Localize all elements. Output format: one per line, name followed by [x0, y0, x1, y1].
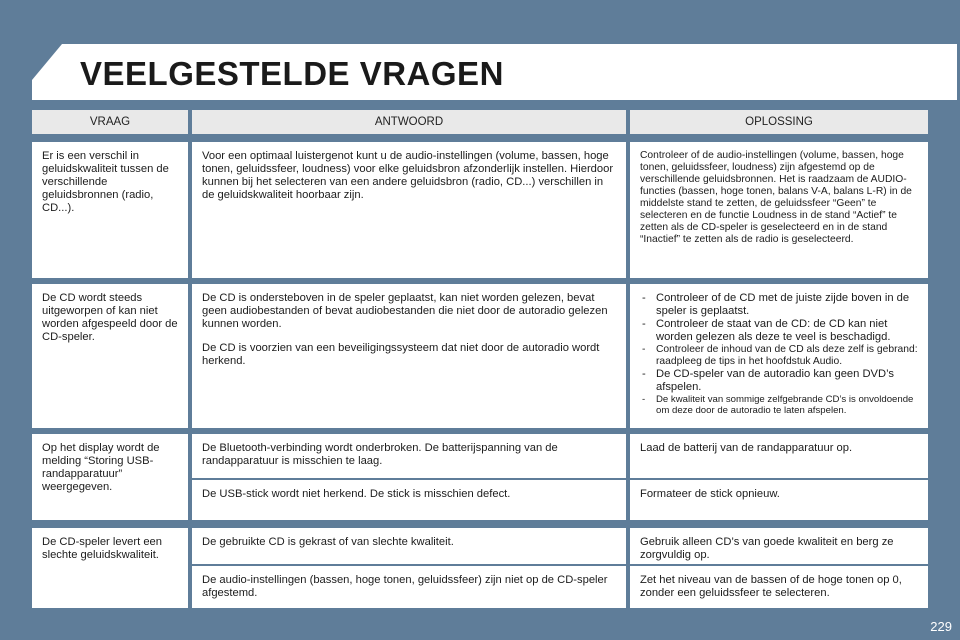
page-number: 229: [930, 619, 952, 634]
list-item: - Controleer de staat van de CD: de CD kan niet worden gelezen als deze te veel is beschadigd.: [640, 318, 922, 344]
answer-cell: Voor een optimaal luistergenot kunt u de audio-instellingen (volume, bassen, hoge tonen, geluidssfeer, loudness) voor elke geluidsbron afzonderlijk instellen. Hierdoor kunnen bij het selecteren van een andere geluidsbron (radio, CD...) verschillen in de geluidskwaliteit hoorbaar zijn.: [192, 142, 626, 278]
header-solution: OPLOSSING: [630, 110, 928, 134]
header-question: VRAAG: [32, 110, 188, 134]
solution-cell: Zet het niveau van de bassen of de hoge tonen op 0, zonder een geluidssfeer te selecteren.: [630, 566, 928, 608]
question-cell: De CD wordt steeds uitgeworpen of kan niet worden afgespeeld door de CD-speler.: [32, 284, 188, 428]
question-cell: De CD-speler levert een slechte geluidskwaliteit.: [32, 528, 188, 608]
answer-paragraph: De CD is ondersteboven in de speler geplaatst, kan niet worden gelezen, bevat geen audiobestanden of bevat audiobestanden die niet door de autoradio gelezen kunnen worden.: [202, 292, 608, 330]
solution-cell: Controleer of de audio-instellingen (volume, bassen, hoge tonen, geluidssfeer, loudness) zijn afgestemd op de verschillende geluidsbronnen. Het is raadzaam de AUDIO-functies (bassen, hoge tonen, balans V-A, balans L-R) in de middelste stand te zetten, de geluidssfeer “Geen” te selecteren en de functie Loudness in de stand “Actief” te zetten als de CD-speler is geselecteerd en in de stand “Inactief” te zetten als de radio is geselecteerd.: [630, 142, 928, 278]
question-cell: Op het display wordt de melding “Storing USB-randapparatuur” weergegeven.: [32, 434, 188, 520]
solution-cell: Gebruik alleen CD’s van goede kwaliteit en berg ze zorgvuldig op.: [630, 528, 928, 564]
answer-paragraph: De CD is voorzien van een beveiligingssysteem dat niet door de autoradio wordt herkend.: [202, 342, 600, 367]
list-item: - Controleer of de CD met de juiste zijde boven in de speler is geplaatst.: [640, 292, 922, 318]
list-item: - Controleer de inhoud van de CD als deze zelf is gebrand: raadpleeg de tips in het hoofdstuk Audio.: [640, 344, 922, 368]
page-title: VEELGESTELDE VRAGEN: [80, 55, 504, 92]
answer-cell: De USB-stick wordt niet herkend. De stick is misschien defect.: [192, 480, 626, 520]
answer-cell: De audio-instellingen (bassen, hoge tonen, geluidssfeer) zijn niet op de CD-speler afgestemd.: [192, 566, 626, 608]
solution-cell: Formateer de stick opnieuw.: [630, 480, 928, 520]
solution-cell: [630, 284, 928, 428]
answer-cell: [192, 284, 626, 428]
list-item: - De kwaliteit van sommige zelfgebrande CD’s is onvoldoende om deze door de autoradio te laten afspelen.: [640, 394, 922, 416]
answer-cell: De Bluetooth-verbinding wordt onderbroken. De batterijspanning van de randapparatuur is misschien te laag.: [192, 434, 626, 478]
solution-cell: Laad de batterij van de randapparatuur op.: [630, 434, 928, 478]
list-item: - De CD-speler van de autoradio kan geen DVD’s afspelen.: [640, 368, 922, 394]
solution-list: [640, 292, 922, 416]
header-answer: ANTWOORD: [192, 110, 626, 134]
answer-cell: De gebruikte CD is gekrast of van slechte kwaliteit.: [192, 528, 626, 564]
question-cell: Er is een verschil in geluidskwaliteit tussen de verschillende geluidsbronnen (radio, CD...).: [32, 142, 188, 278]
